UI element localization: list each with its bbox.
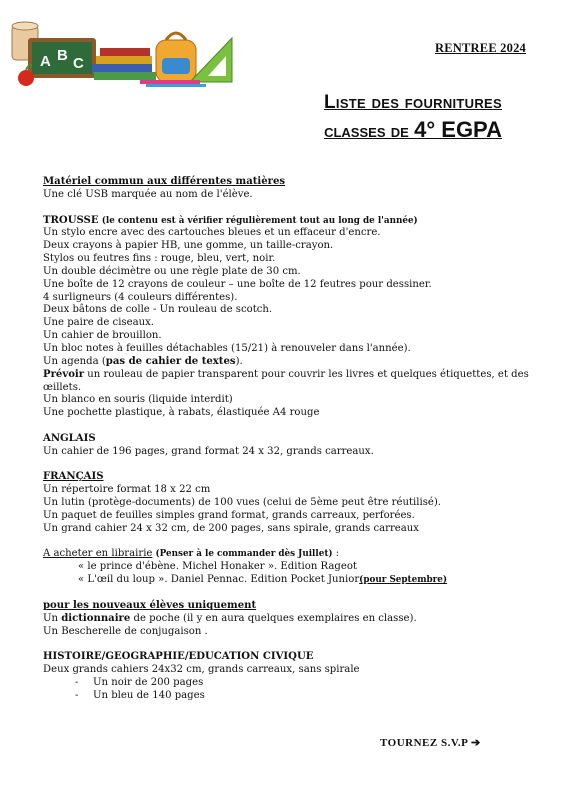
- section-nouveaux: [43, 600, 533, 639]
- section-heading: TROUSSE: [43, 214, 99, 226]
- books-icon: [92, 48, 156, 80]
- dash-item: - Un bleu de 140 pages: [75, 689, 205, 701]
- list-item-prevoir: Prévoir un rouleau de papier transparent pour couvrir les livres et quelques étiquettes, et des œillets.: [43, 368, 529, 393]
- book-item: « le prince d'ébène. Michel Honaker ». Edition Rageot: [78, 561, 357, 573]
- supply-list: [43, 176, 533, 703]
- section-heading: FRANÇAIS: [43, 471, 104, 483]
- section-anglais: [43, 433, 533, 459]
- list-item: Deux crayons à papier HB, une gomme, un taille-crayon.: [43, 240, 334, 252]
- section-heading: pour les nouveaux élèves uniquement: [43, 599, 257, 611]
- section-heading: HISTOIRE/GEOGRAPHIE/EDUCATION CIVIQUE: [43, 651, 314, 663]
- book-item: « L'œil du loup ». Daniel Pennac. Edition Pocket Junior(pour Septembre): [78, 574, 448, 586]
- list-item: Un paquet de feuilles simples grand format, grands carreaux, perforées.: [43, 509, 415, 521]
- title-line-1: Liste des fournitures: [324, 92, 502, 113]
- section-heading: Matériel commun aux différentes matières: [43, 176, 286, 187]
- title-class-level: 4° EGPA: [414, 117, 502, 142]
- section-heading: ANGLAIS: [43, 432, 96, 444]
- list-item: Un bloc notes à feuilles détachables (15/21) à renouveler dans l'année).: [43, 342, 411, 354]
- list-item: Un cahier de brouillon.: [43, 330, 162, 342]
- section-francais: [43, 471, 533, 587]
- section-histoire: [43, 651, 533, 702]
- list-item: Un blanco en souris (liquide interdit): [43, 394, 233, 406]
- list-item-agenda: Un agenda (pas de cahier de textes).: [43, 355, 243, 367]
- section-commun: [43, 176, 533, 202]
- dash-item: - Un noir de 200 pages: [75, 676, 204, 688]
- chalkboard-icon: [28, 38, 96, 78]
- list-item: Deux bâtons de colle - Un rouleau de scotch.: [43, 304, 273, 316]
- section-trousse: [43, 215, 533, 421]
- list-item: Un grand cahier 24 x 32 cm, de 200 pages, sans spirale, grands carreaux: [43, 522, 419, 534]
- school-year-label: RENTREE 2024: [435, 41, 526, 55]
- list-item: Une paire de ciseaux.: [43, 317, 155, 329]
- list-item: 4 surligneurs (4 couleurs différentes).: [43, 291, 238, 303]
- turn-over-note: TOURNEZ S.V.P ➔: [380, 737, 481, 749]
- list-item: Un stylo encre avec des cartouches bleues et un effaceur d'encre.: [43, 227, 381, 239]
- title-class-prefix: classes de: [324, 121, 415, 142]
- list-item: Deux grands cahiers 24x32 cm, grands carreaux, sans spirale: [43, 664, 360, 676]
- arrow-right-icon: ➔: [470, 737, 481, 749]
- list-item: Une boîte de 12 crayons de couleur – une boîte de 12 feutres pour dessiner.: [43, 278, 432, 290]
- list-item: Une pochette plastique, à rabats, élastiquée A4 rouge: [43, 407, 320, 419]
- list-item: Une clé USB marquée au nom de l'élève.: [43, 188, 253, 200]
- page-title: [324, 89, 502, 145]
- school-supplies-illustration: [10, 20, 235, 88]
- section-note: (le contenu est à vérifier régulièrement tout au long de l'année): [101, 215, 418, 226]
- list-item: Un cahier de 196 pages, grand format 24 x 32, grands carreaux.: [43, 445, 374, 457]
- svg-text:B: B: [57, 47, 68, 64]
- list-item: Stylos ou feutres fins : rouge, bleu, vert, noir.: [43, 253, 276, 265]
- list-item: Un répertoire format 18 x 22 cm: [43, 484, 211, 496]
- list-item: Un Bescherelle de conjugaison .: [43, 625, 208, 637]
- list-item: Un lutin (protège-documents) de 100 vues (celui de 5ème peut être réutilisé).: [43, 497, 442, 509]
- list-item-dictionnaire: Un dictionnaire de poche (il y en aura quelques exemplaires en classe).: [43, 612, 417, 624]
- list-item: Un double décimètre ou une règle plate de 30 cm.: [43, 265, 301, 277]
- pencils-icon: [140, 80, 206, 87]
- title-line-2: [324, 116, 502, 145]
- svg-text:C: C: [73, 55, 84, 72]
- librairie-heading: A acheter en librairie (Penser à le commander dès Juillet) :: [43, 548, 340, 560]
- svg-text:A: A: [40, 53, 51, 70]
- backpack-icon: [156, 33, 196, 82]
